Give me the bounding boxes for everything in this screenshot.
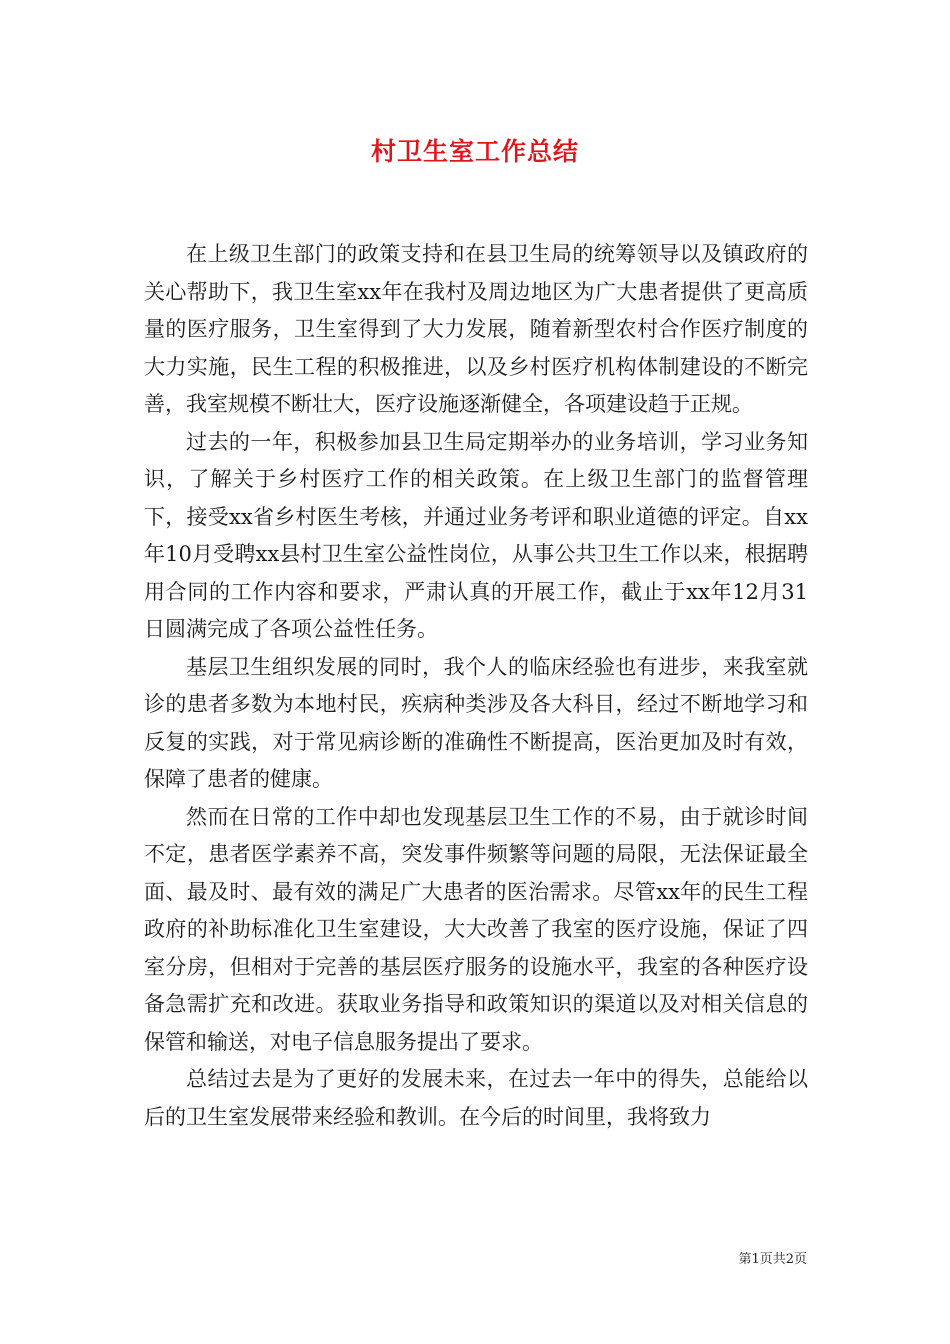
- paragraph-5: 总结过去是为了更好的发展未来，在过去一年中的得失，总能给以后的卫生室发展带来经验和教训。在今后的时间里，我将致力: [144, 1067, 808, 1129]
- paragraph-4: 然而在日常的工作中却也发现基层卫生工作的不易，由于就诊时间不定，患者医学素养不高，突发事件频繁等问题的局限，无法保证最全面、最及时、最有效的满足广大患者的医治需求。尽管xx年的民生工程政府的补助标准化卫生室建设，大大改善了我室的医疗设施，保证了四室分房，但相对于完善的基层医疗服务的设施水平，我室的各种医疗设备急需扩充和改进。获取业务指导和政策知识的渠道以及对相关信息的保管和输送，对电子信息服务提出了要求。: [144, 804, 808, 1054]
- document-body: [144, 236, 808, 1136]
- paragraph-1: 在上级卫生部门的政策支持和在县卫生局的统筹领导以及镇政府的关心帮助下，我卫生室xx年在我村及周边地区为广大患者提供了更高质量的医疗服务，卫生室得到了大力发展，随着新型农村合作医疗制度的大力实施，民生工程的积极推进，以及乡村医疗机构体制建设的不断完善，我室规模不断壮大，医疗设施逐渐健全，各项建设趋于正规。: [144, 242, 808, 416]
- paragraph-3: 基层卫生组织发展的同时，我个人的临床经验也有进步，来我室就诊的患者多数为本地村民，疾病种类涉及各大科目，经过不断地学习和反复的实践，对于常见病诊断的准确性不断提高，医治更加及时有效，保障了患者的健康。: [144, 654, 808, 791]
- page-number-footer: 第1页共2页: [738, 1252, 807, 1267]
- document-title: 村卫生室工作总结: [370, 137, 579, 166]
- paragraph-2: 过去的一年，积极参加县卫生局定期举办的业务培训，学习业务知识，了解关于乡村医疗工作的相关政策。在上级卫生部门的监督管理下，接受xx省乡村医生考核，并通过业务考评和职业道德的评定。自xx年10月受聘xx县村卫生室公益性岗位，从事公共卫生工作以来，根据聘用合同的工作内容和要求，严肃认真的开展工作，截止于xx年12月31日圆满完成了各项公益性任务。: [144, 429, 808, 641]
